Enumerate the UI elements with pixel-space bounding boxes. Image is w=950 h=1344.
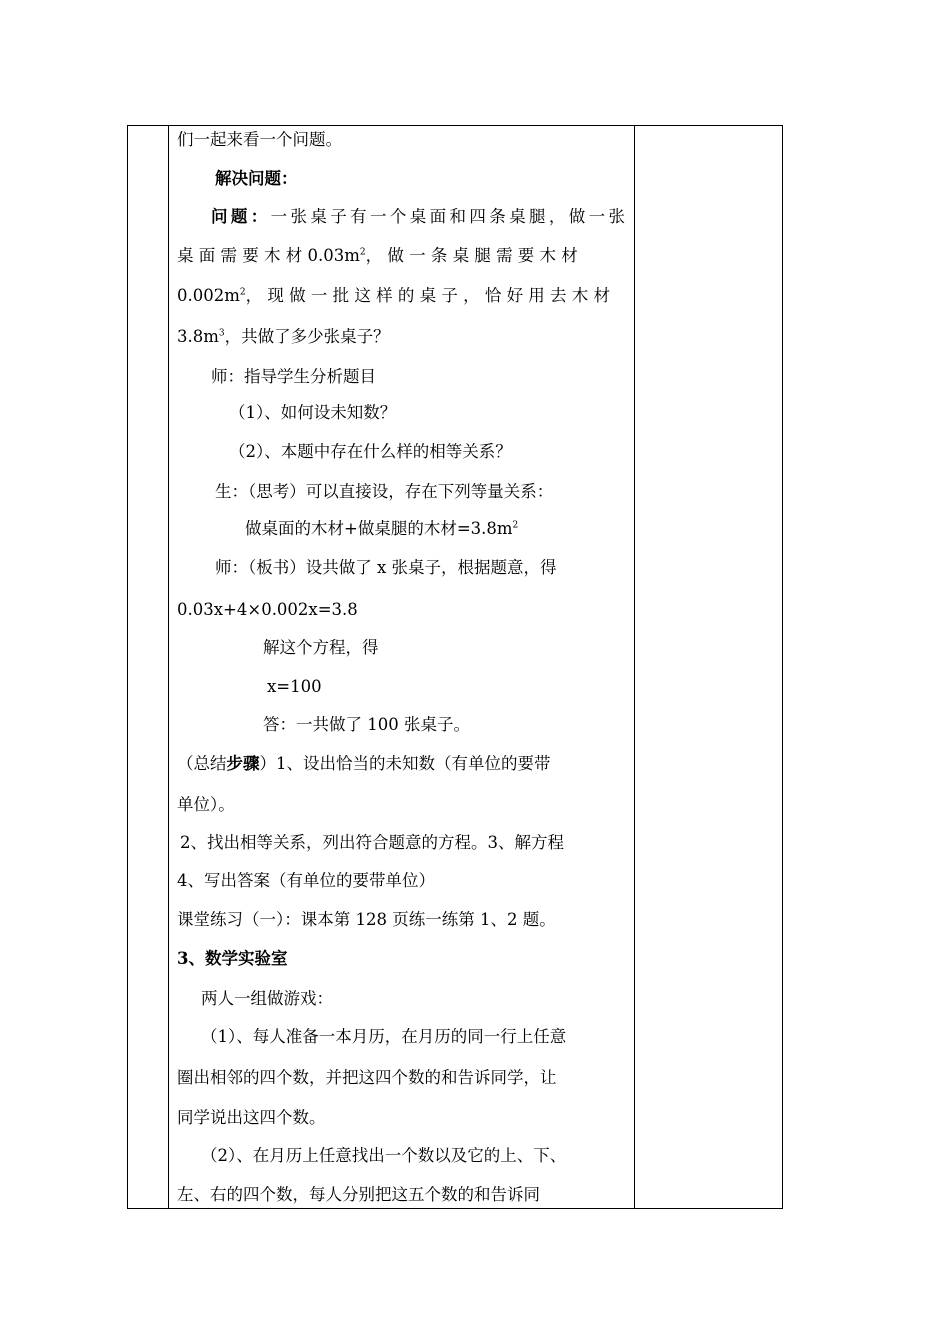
text-line: 们一起来看一个问题。: [177, 130, 342, 149]
text-line: 4、写出答案（有单位的要带单位）: [177, 871, 435, 890]
equation-line: 做桌面的木材+做桌腿的木材$=3.8m^2$: [245, 519, 519, 538]
problem-line: 桌 面 需 要 木 材 $0.03m^2$， 做 一 条 桌 腿 需 要 木 材: [177, 246, 578, 265]
lesson-table: [127, 125, 783, 1209]
equation-line: x=100: [267, 677, 322, 696]
problem-line: $0.002m^2$， 现 做 一 批 这 样 的 桌 子 ， 恰 好 用 去 木 材: [177, 286, 611, 305]
text-line: 左、右的四个数，每人分别把这五个数的和告诉同: [177, 1185, 540, 1204]
table-right-divider: [634, 126, 635, 1208]
section-heading: 解决问题：: [215, 169, 298, 188]
text-line: 答：一共做了 100 张桌子。: [263, 715, 470, 734]
text-line: 2、找出相等关系，列出符合题意的方程。3、解方程: [180, 833, 564, 852]
text-line: （1）、如何设未知数？: [229, 403, 397, 422]
text-line: 单位）。: [177, 795, 235, 814]
section-heading: 3、数学实验室: [177, 949, 288, 968]
text-line: 师：指导学生分析题目: [211, 367, 376, 386]
problem-line: $3.8m^3$，共做了多少张桌子？: [177, 327, 390, 346]
problem-line: 问题：一张桌子有一个桌面和四条桌腿，做一张: [211, 207, 625, 226]
text-line: （总结步骤）1、设出恰当的未知数（有单位的要带: [177, 754, 551, 773]
text-line: 生：（思考）可以直接设，存在下列等量关系：: [215, 482, 554, 501]
text-line: （2）、在月历上任意找出一个数以及它的上、下、: [201, 1146, 567, 1165]
text-line: 圈出相邻的四个数，并把这四个数的和告诉同学，让: [177, 1068, 557, 1087]
equation-line: 0.03x+4×0.002x=3.8: [177, 600, 358, 619]
text-line: （1）、每人准备一本月历，在月历的同一行上任意: [201, 1027, 567, 1046]
text-line: （2）、本题中存在什么样的相等关系？: [229, 442, 512, 461]
text-line: 同学说出这四个数。: [177, 1108, 326, 1127]
text-line: 两人一组做游戏：: [201, 989, 333, 1008]
text-line: 解这个方程，得: [263, 638, 379, 657]
text-line: 课堂练习（一）：课本第 128 页练一练第 1、2 题。: [177, 910, 556, 929]
table-left-divider: [168, 126, 169, 1208]
text-line: 师：（板书）设共做了 x 张桌子，根据题意，得: [215, 558, 557, 577]
